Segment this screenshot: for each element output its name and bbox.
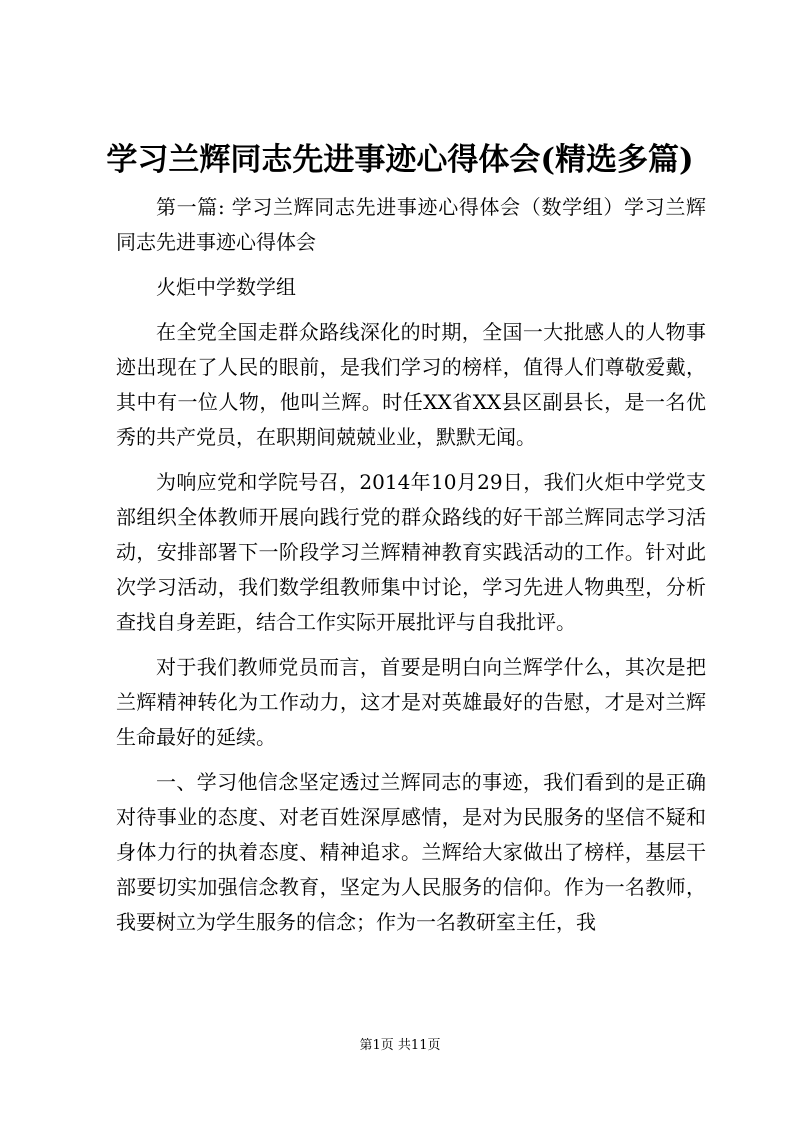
paragraph-intro: 在全党全国走群众路线深化的时期，全国一大批感人的人物事迹出现在了人民的眼前，是我们学习的榜样，值得人们尊敬爱戴，其中有一位人物，他叫兰辉。时任XX省XX县区副县长，是一名优秀的共产党员，在职期间兢兢业业，默默无闻。: [116, 320, 706, 449]
document-title: 学习兰辉同志先进事迹心得体会(精选多篇): [106, 142, 694, 178]
document-body: [116, 190, 706, 940]
paragraph-heading: 第一篇: 学习兰辉同志先进事迹心得体会（数学组）学习兰辉同志先进事迹心得体会: [116, 195, 706, 254]
paragraph-meaning: 对于我们教师党员而言，首要是明白向兰辉学什么，其次是把兰辉精神转化为工作动力，这才是对英雄最好的告慰，才是对兰辉生命最好的延续。: [116, 655, 706, 749]
paragraph-author: 火炬中学数学组: [156, 275, 296, 299]
page-footer: 第1页 共11页: [359, 1038, 441, 1053]
paragraph-activity: 为响应党和学院号召，2014年10月29日，我们火炬中学党支部组织全体教师开展向践行党的群众路线的好干部兰辉同志学习活动，安排部署下一阶段学习兰辉精神教育实践活动的工作。针对此次学习活动，我们数学组教师集中讨论，学习先进人物典型，分析查找自身差距，结合工作实际开展批评与自我批评。: [116, 470, 706, 634]
paragraph-point-one: 一、学习他信念坚定透过兰辉同志的事迹，我们看到的是正确对待事业的态度、对老百姓深厚感情，是对为民服务的坚信不疑和身体力行的执着态度、精神追求。兰辉给大家做出了榜样，基层干部要切实加强信念教育，坚定为人民服务的信仰。作为一名教师，我要树立为学生服务的信念；作为一名教研室主任，我: [116, 770, 706, 934]
